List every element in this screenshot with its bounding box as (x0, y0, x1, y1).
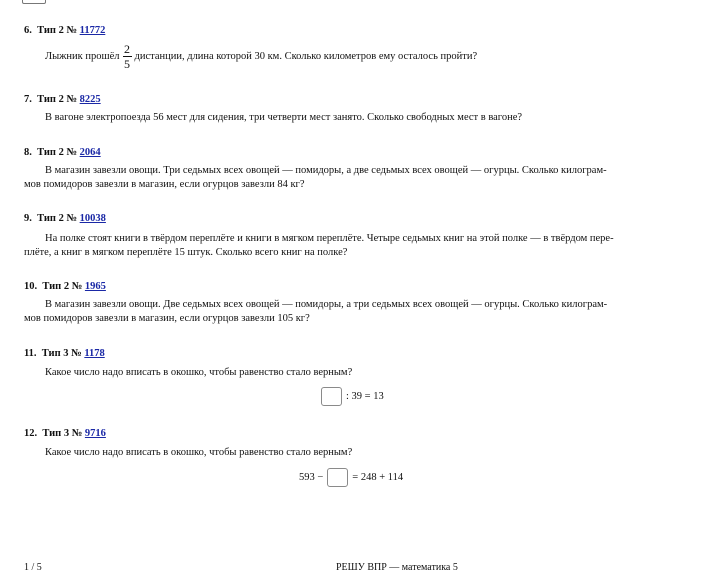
problem-number: 6. (24, 25, 32, 36)
problem-7-text: В вагоне электропоезда 56 мест для сидения, три четверти мест занято. Сколько свободных мест в вагоне? (45, 112, 523, 123)
problem-type: Тип 2 № (37, 25, 78, 36)
problem-id-link[interactable]: 1965 (84, 281, 106, 292)
answer-box[interactable] (327, 468, 348, 487)
problem-6-header (24, 25, 105, 36)
problem-9-text: На полке стоят книги в твёрдом переплёте и книги в мягком переплёте. Четыре седьмых книг на этой полке — в твёрдом пере- плёте, а книг в мягком переплёте 15 штук. Сколько всего книг на полке? (24, 233, 614, 258)
page-number: 1 / 5 (24, 562, 42, 573)
answer-box[interactable] (321, 387, 342, 406)
problem-12-header: 12. Тип 3 № 9716 (24, 428, 106, 439)
problem-12-equation: 593 − = 248 + 114 (299, 468, 403, 487)
problem-12-text: Какое число надо вписать в окошко, чтобы равенство стало верным? (45, 447, 353, 458)
problem-11-header: 11. Тип 3 № 1178 (24, 348, 105, 359)
problem-11-equation: : 39 = 13 (321, 387, 384, 406)
problem-11-text: Какое число надо вписать в окошко, чтобы равенство стало верным? (45, 367, 353, 378)
problem-id-link[interactable]: 8225 (79, 94, 101, 105)
problem-8-text: В магазин завезли овощи. Три седьмых всех овощей — помидоры, а две седьмых всех овощей — огурцы. Сколько килограм- мов помидоров завезли в магазин, если огурцов завезли 84 кг? (24, 165, 607, 190)
problem-10-text: В магазин завезли овощи. Две седьмых всех овощей — помидоры, а три седьмых всех овощей — огурцы. Сколько килограм- мов помидоров завезли в магазин, если огурцов завезли 105 кг? (24, 299, 608, 324)
problem-id-link[interactable]: 9716 (84, 428, 106, 439)
problem-8-header: 8. Тип 2 № 2064 (24, 147, 101, 158)
problem-10-header: 10. Тип 2 № 1965 (24, 281, 106, 292)
problem-9-header: 9. Тип 2 № 10038 (24, 213, 106, 224)
problem-id-link[interactable]: 10038 (79, 213, 106, 224)
problem-id-link[interactable]: 1178 (84, 348, 105, 359)
problem-id-link[interactable]: 2064 (79, 147, 101, 158)
fraction: $\frac{2}{5}$ (124, 42, 130, 71)
problem-id-link[interactable]: 11772 (79, 25, 106, 36)
site-footer: РЕШУ ВПР — математика 5 (336, 562, 458, 573)
problem-7-header: 7. Тип 2 № 8225 (24, 94, 101, 105)
answer-box-previous[interactable] (22, 0, 46, 4)
problem-6-text: Лыжник прошёл $\frac{2}{5}$ дистанции, длина которой 30 км. Сколько километров ему осталось пройти? (45, 42, 478, 71)
